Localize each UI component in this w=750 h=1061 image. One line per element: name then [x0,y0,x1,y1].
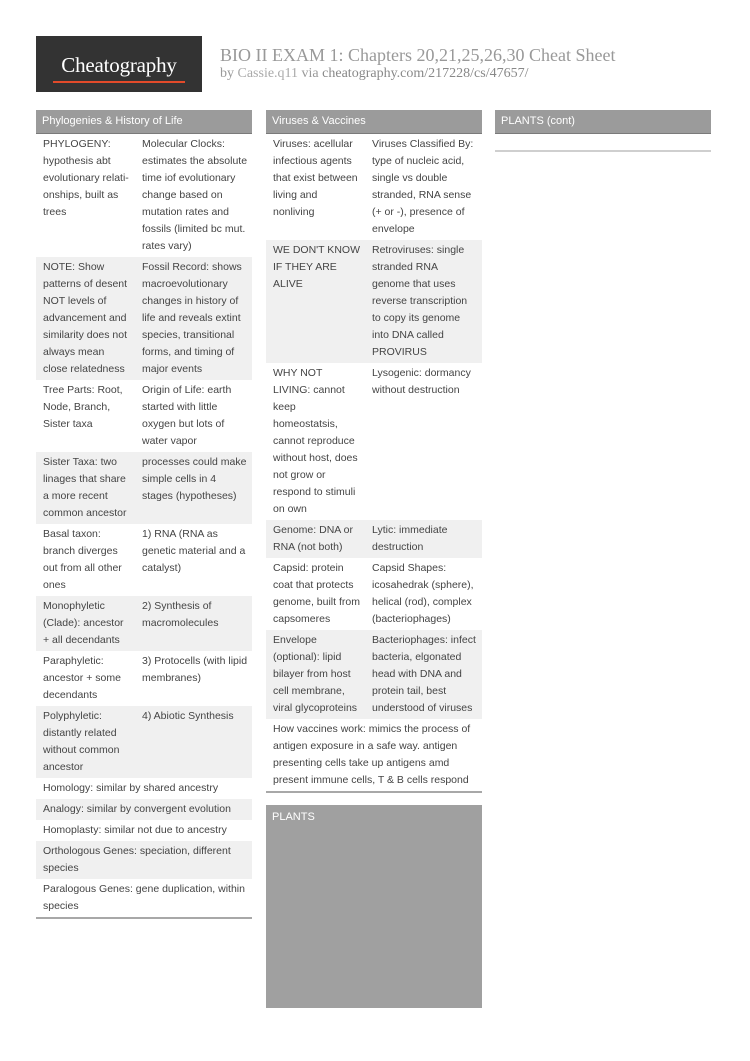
table-row [36,778,252,799]
column-2 [266,110,482,1008]
cell-term: Genome: DNA or RNA (not both) [273,524,353,553]
sheet-url-link[interactable]: cheatography.com/217228/cs/47657/ [322,66,529,81]
section-viruses [266,110,482,793]
table-row [266,558,482,630]
cell-term: WE DON'T KNOW IF THEY ARE ALIVE [273,244,360,290]
cell-detail: 4) Abiotic Synthesis [142,710,234,722]
cell-detail: Molecular Clocks: estimates the absolute time iof evolutionary change based on mutation rates and fossils (limited bc mut. rates vary) [142,138,248,252]
cell-detail: Retroviruses: single stranded RNA genome that uses reverse transcription to copy its genome into DNA called PROVIRUS [372,244,468,358]
table-row [36,651,252,706]
column-1 [36,110,252,919]
section-plants [266,805,482,1008]
cell-detail: 3) Protocells (with lipid membranes) [142,655,248,684]
section-plants-cont [495,110,711,152]
cell-full: Homoplasty: similar not due to ancestry [43,824,227,836]
table-row [36,820,252,841]
table-row [266,719,482,791]
cell-term: Tree Parts: Root, Node, Branch, Sister taxa [43,384,123,430]
cell-detail: Origin of Life: earth started with little oxygen but lots of water vapor [142,384,232,447]
cell-full: Homology: similar by shared ancestry [43,782,219,794]
cell-full: Paralogous Genes: gene duplication, within species [43,883,245,912]
table-row [266,134,482,240]
cell-term: PHYLOGENY: hypothesis abt evolutionary relationships, built as trees [43,138,129,218]
cell-term: WHY NOT LIVING: cannot keep homeostatsis, cannot reproduce without host, does not grow or respond to stimuli on own [273,367,358,515]
table-row [36,452,252,524]
cell-detail: Capsid Shapes: icosahedrak (sphere), helical (rod), complex (bacteriophages) [372,562,474,625]
table-row [36,134,252,257]
cell-detail: Fossil Record: shows macroevolutionary changes in history of life and reveals extint species, transitional forms, and timing of major events [142,261,242,375]
cell-term: Monophyletic (Clade): ancestor + all decendants [43,600,124,646]
cell-term: Sister Taxa: two linages that share a more recent common ancestor [43,456,127,519]
cell-detail: 2) Synthesis of macromolecules [142,600,219,629]
section-header: PLANTS (cont) [495,110,711,134]
cell-detail: Lysogenic: dormancy without destruction [372,367,471,396]
table-row [266,630,482,719]
cell-term: Basal taxon: branch diverges out from all other ones [43,528,122,591]
cell-full: Orthologous Genes: speciation, different species [43,845,231,874]
cell-detail: Lytic: immediate destruction [372,524,448,553]
table-row [266,520,482,558]
section-header: PLANTS [272,811,315,823]
table-row [266,363,482,520]
logo-underline [53,81,185,83]
via-text: via [301,66,319,81]
logo-text: Cheatography [61,53,177,77]
table-row [36,257,252,380]
cell-term: Capsid: protein coat that protects genome, built from capsomeres [273,562,360,625]
section-body [266,134,482,791]
section-header: Viruses & Vaccines [266,110,482,134]
table-row [36,879,252,917]
cell-term: Envelope (optional): lipid bilayer from host cell membrane, viral glycoproteins [273,634,358,714]
cell-term: NOTE: Show patterns of desent NOT levels of advancement and similarity does not always mean close relatedness [43,261,128,375]
byline [220,66,528,82]
table-row [266,240,482,363]
cheatography-logo[interactable] [36,36,202,92]
table-row [36,524,252,596]
section-header: Phylogenies & History of Life [36,110,252,134]
cell-term: Viruses: acellular infectious agents that exist between living and nonliving [273,138,358,218]
author-link[interactable]: Cassie.q11 [237,66,299,81]
sheet-title: BIO II EXAM 1: Chapters 20,21,25,26,30 Cheat Sheet [220,45,616,65]
section-phylogenies [36,110,252,919]
cell-term: Paraphyletic: ancestor + some decendants [43,655,121,701]
by-text: by [220,66,234,81]
table-row [36,380,252,452]
table-row [36,706,252,778]
cell-detail: processes could make simple cells in 4 stages (hypotheses) [142,456,247,502]
cell-detail: Bacteriophages: infect bacteria, elgonated head with DNA and protein tail, best understood of viruses [372,634,476,714]
cell-term: Polyphyletic: distantly related without common ancestor [43,710,120,773]
table-row [36,596,252,651]
section-body [36,134,252,917]
cell-detail: Viruses Classified By: type of nucleic acid, single vs double stranded, RNA sense (+ or -), presence of envelope [372,138,474,235]
column-3 [495,110,711,152]
cell-full: Analogy: similar by convergent evolution [43,803,231,815]
cell-detail: 1) RNA (RNA as genetic material and a catalyst) [142,528,246,574]
table-row [36,841,252,879]
cell-full: How vaccines work: mimics the process of antigen exposure in a safe way. antigen presenting cells take up antigens amd present immune cells, T & B cells respond [273,723,471,786]
table-row [36,799,252,820]
